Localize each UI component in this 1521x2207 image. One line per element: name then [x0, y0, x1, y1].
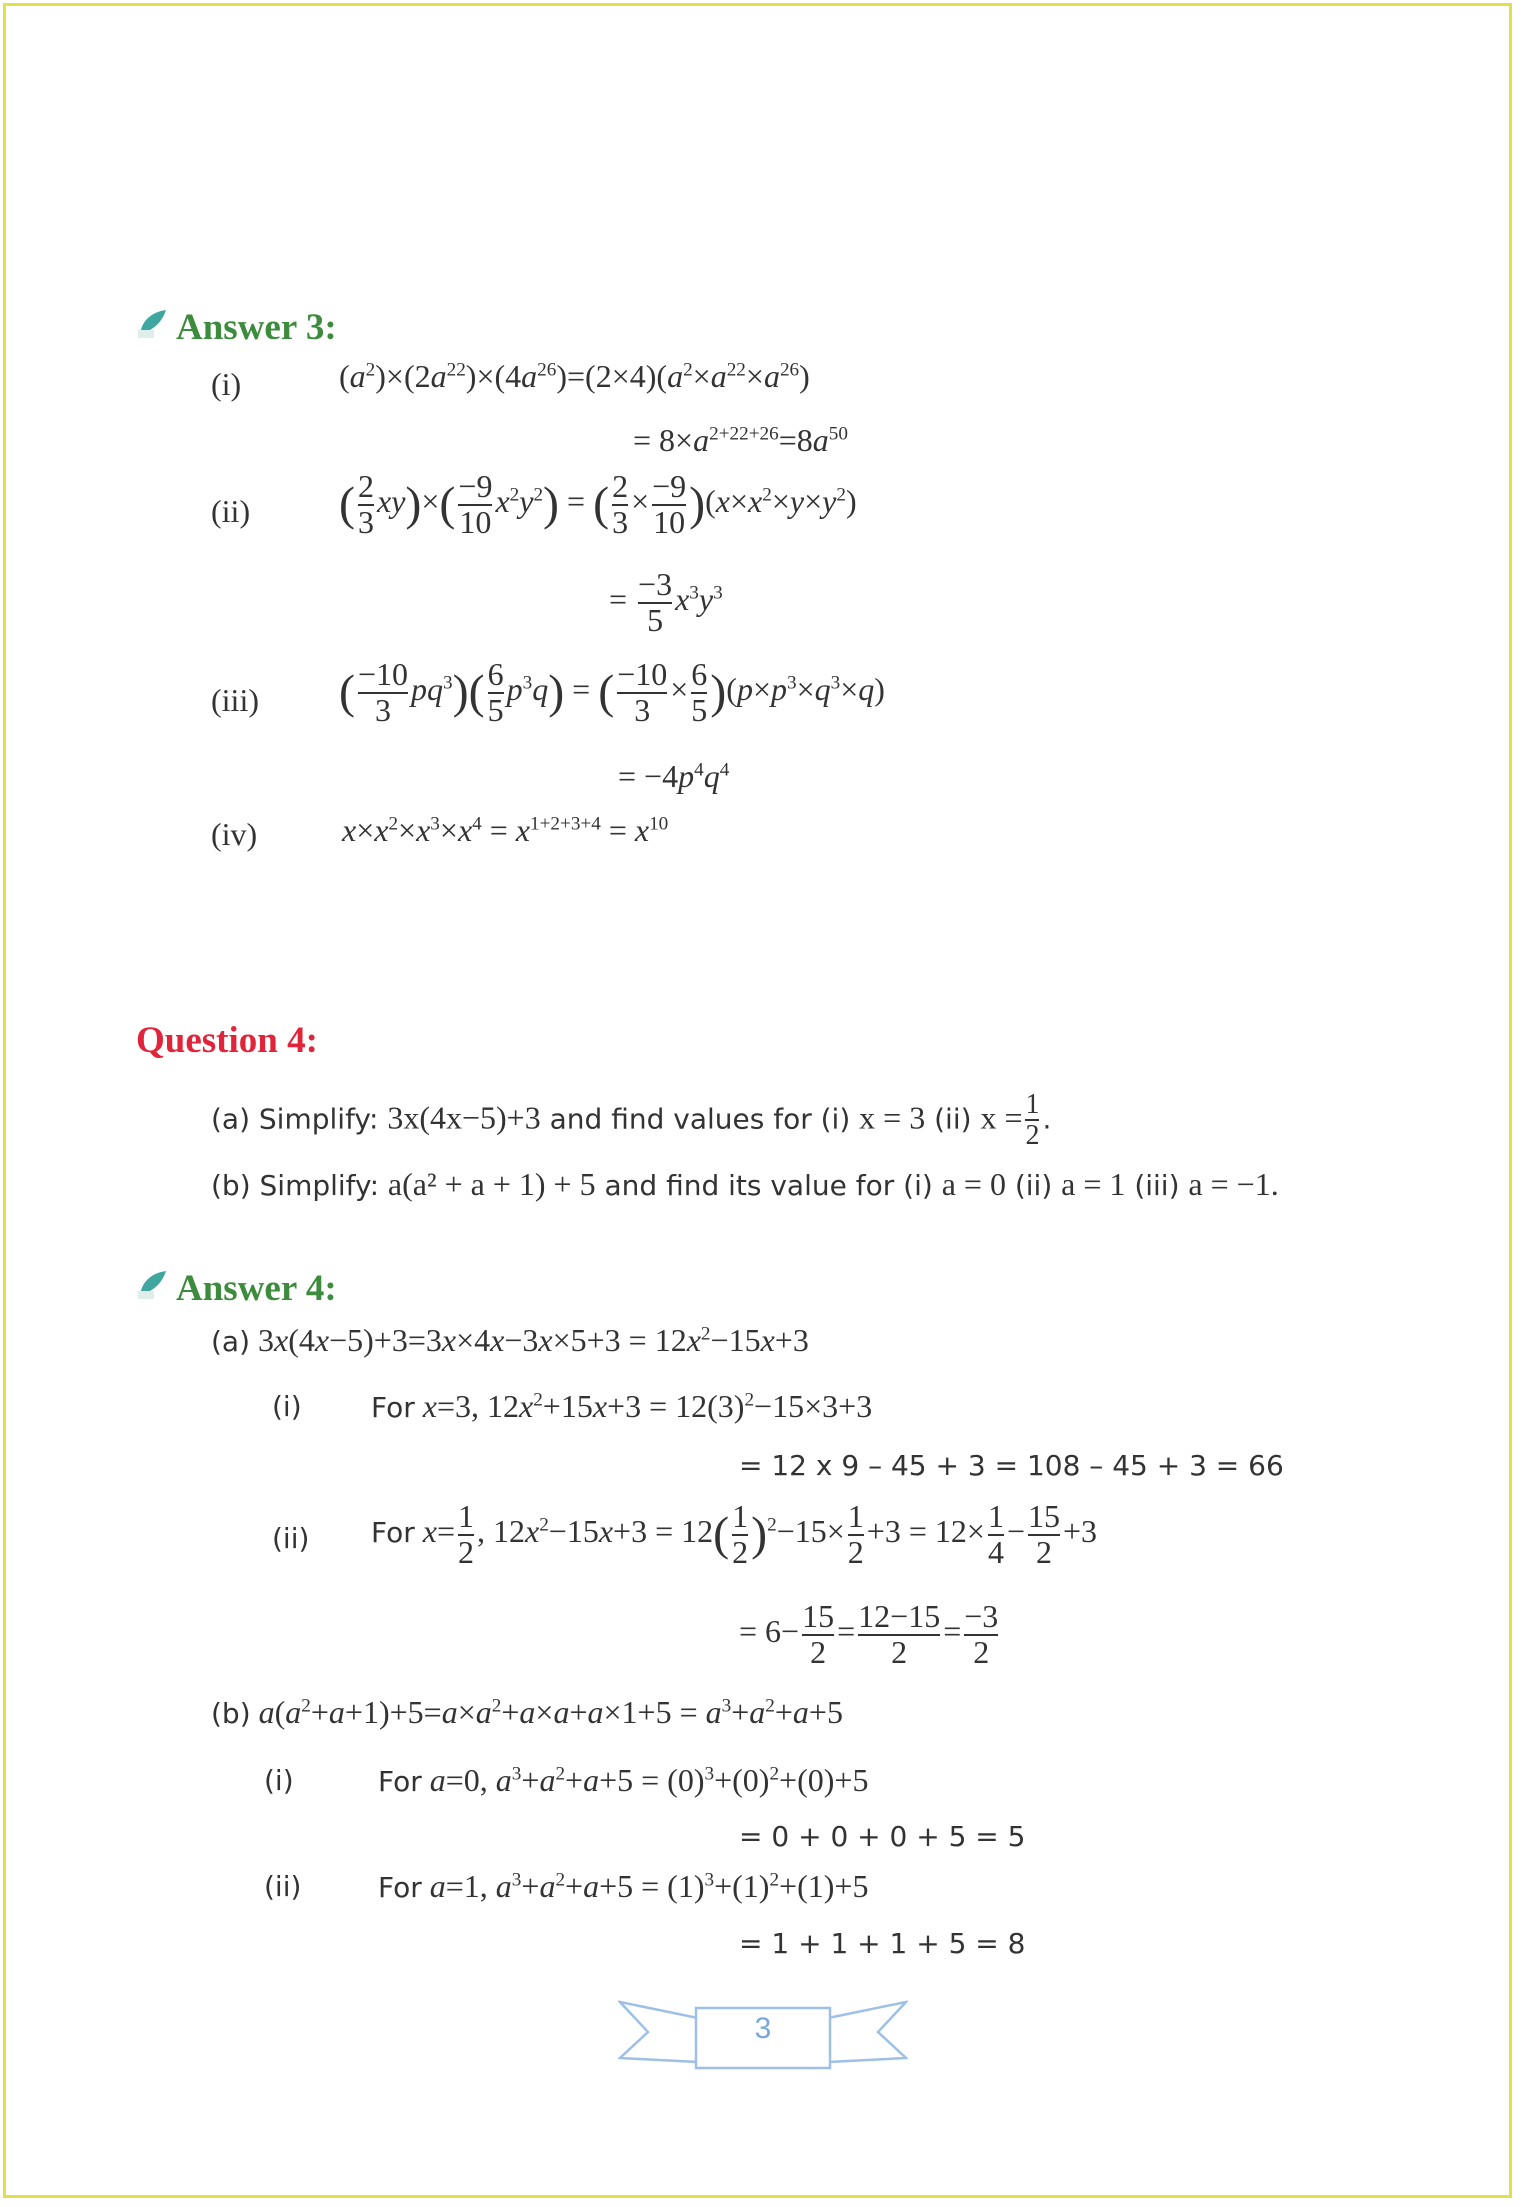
- q4b-text: and find its value for (i): [604, 1169, 933, 1202]
- answer-4b-i-line-2: = 0 + 0 + 0 + 5 = 5: [739, 1820, 1026, 1853]
- question-4-heading: Question 4:: [136, 1020, 318, 1061]
- answer-3-i-line-1: $(a^2)\times(2a^{22})\times(4a^{26})=(2\times 4)(a^2\times a^{22}\times a^{26})$: [339, 358, 810, 394]
- answer-4a-i-line-2: = 12 x 9 – 45 + 3 = 108 – 45 + 3 = 66: [739, 1449, 1284, 1482]
- q4a-ii: (ii): [934, 1102, 972, 1136]
- q4b-ii: (ii): [1014, 1169, 1053, 1202]
- q4b-value-2: a = 1: [1061, 1166, 1126, 1202]
- answer-4b-ii-label: (ii): [264, 1870, 302, 1903]
- q4b-value-3: a = −1.: [1188, 1166, 1279, 1202]
- answer-3-item-label: (iii): [211, 682, 259, 718]
- for-label: For: [371, 1515, 415, 1549]
- q4b-value-1: a = 0: [941, 1166, 1006, 1202]
- for-label: For: [371, 1391, 415, 1424]
- q4a-value-2: x =: [980, 1099, 1023, 1136]
- q4a-value-1: x = 3: [859, 1099, 926, 1136]
- q4b-iii: (iii): [1134, 1169, 1180, 1202]
- for-label: For: [378, 1871, 422, 1904]
- answer-3-ii-line-2: = $\frac{-3}{5}$ $x^3y^3$: [609, 566, 723, 638]
- page: [3, 3, 1512, 2198]
- answer-4a-i-line-1: For x=3, $12x^2+15x+3 = 12(3)^2-15\times 3+3$: [371, 1388, 873, 1424]
- question-4a: (a) Simplify: 3x(4x−5)+3 and find values for (i) x = 3 (ii) x = $\frac{1}{2}$ .: [211, 1089, 1052, 1152]
- answer-4b-label: (b): [211, 1697, 251, 1730]
- answer-3-item-label: (i): [211, 366, 242, 402]
- answer-4b-i-line-1: For a=0, $a^3+a^2+a+5 = (0)^3+(0)^2+(0)+5$: [378, 1762, 869, 1798]
- answer-4b-line-1: (b) $a(a^2+a+1)+5=a\times a^2+a\times a+a\times 1+5 = a^3+a^2+a+5$: [211, 1694, 843, 1730]
- answer-3-ii-line-1: ( $\frac{2}{3}$ xy)×( $\frac{-9}{10}$ $x^2y^2$) = ( $\frac{2}{3}$ × $\frac{-9}{10}$ )$(x\times x^2\times y\times y^2)$: [339, 468, 857, 540]
- answer-4a-ii-label: (ii): [272, 1522, 310, 1555]
- answer-4a-line-1: (a) $3x(4x-5)+3=3x\times 4x-3x\times 5+3 = 12x^2-15x+3$: [211, 1322, 809, 1358]
- answer-3-iii-line-1: ( $\frac{-10}{3}$ $pq^3$)( $\frac{6}{5}$ $p^3q$) = ( $\frac{-10}{3}$ × $\frac{6}{5}$ )$(p\times p^3\times q^3\times q)$: [339, 656, 885, 728]
- answer-4-heading: Answer 4:: [176, 1268, 337, 1309]
- answer-4a-label: (a): [211, 1325, 251, 1358]
- q4a-text: and find values for (i): [549, 1102, 851, 1136]
- answer-3-item-label: (iv): [211, 816, 258, 852]
- question-4b: [211, 1166, 1279, 1203]
- answer-4b-ii-line-2: = 1 + 1 + 1 + 5 = 8: [739, 1927, 1026, 1960]
- q4a-prefix: (a) Simplify:: [211, 1102, 379, 1136]
- answer-3-iv-line-1: $x\times x^2\times x^3\times x^4 = x^{1+2+3+4} = x^{10}$: [342, 812, 669, 848]
- leaf-logo-icon: [136, 1269, 168, 1301]
- answer-3-heading: Answer 3:: [176, 307, 337, 348]
- q4b-prefix: (b) Simplify:: [211, 1169, 380, 1202]
- leaf-logo-icon: [136, 308, 168, 340]
- answer-3-i-line-2: = $8\times a^{2+22+26}=8a^{50}$: [633, 422, 848, 458]
- answer-3-iii-line-2: = $-4p^4q^4$: [618, 758, 730, 794]
- answer-4b-ii-line-1: For a=1, $a^3+a^2+a+5 = (1)^3+(1)^2+(1)+5$: [378, 1868, 869, 1904]
- page-number: 3: [754, 2012, 772, 2045]
- q4a-expr: 3x(4x−5)+3: [387, 1099, 541, 1136]
- answer-4b-i-label: (i): [264, 1764, 294, 1797]
- answer-4a-i-label: (i): [272, 1390, 302, 1423]
- answer-4a-ii-line-1: For x= $\frac{1}{2}$ , $12x^2-15x+3 = 12$( $\frac{1}{2}$ )$^2$−15× $\frac{1}{2}$ +3 = 12× $\frac{1}{4}$ − $\frac{15}{2}$ +3: [371, 1498, 1098, 1570]
- q4b-expr: a(a² + a + 1) + 5: [387, 1166, 596, 1202]
- answer-3-item-label: (ii): [211, 493, 251, 529]
- for-label: For: [378, 1765, 422, 1798]
- answer-4a-ii-line-2: = 6− $\frac{15}{2}$ = $\frac{12-15}{2}$ = $\frac{-3}{2}$: [739, 1598, 999, 1670]
